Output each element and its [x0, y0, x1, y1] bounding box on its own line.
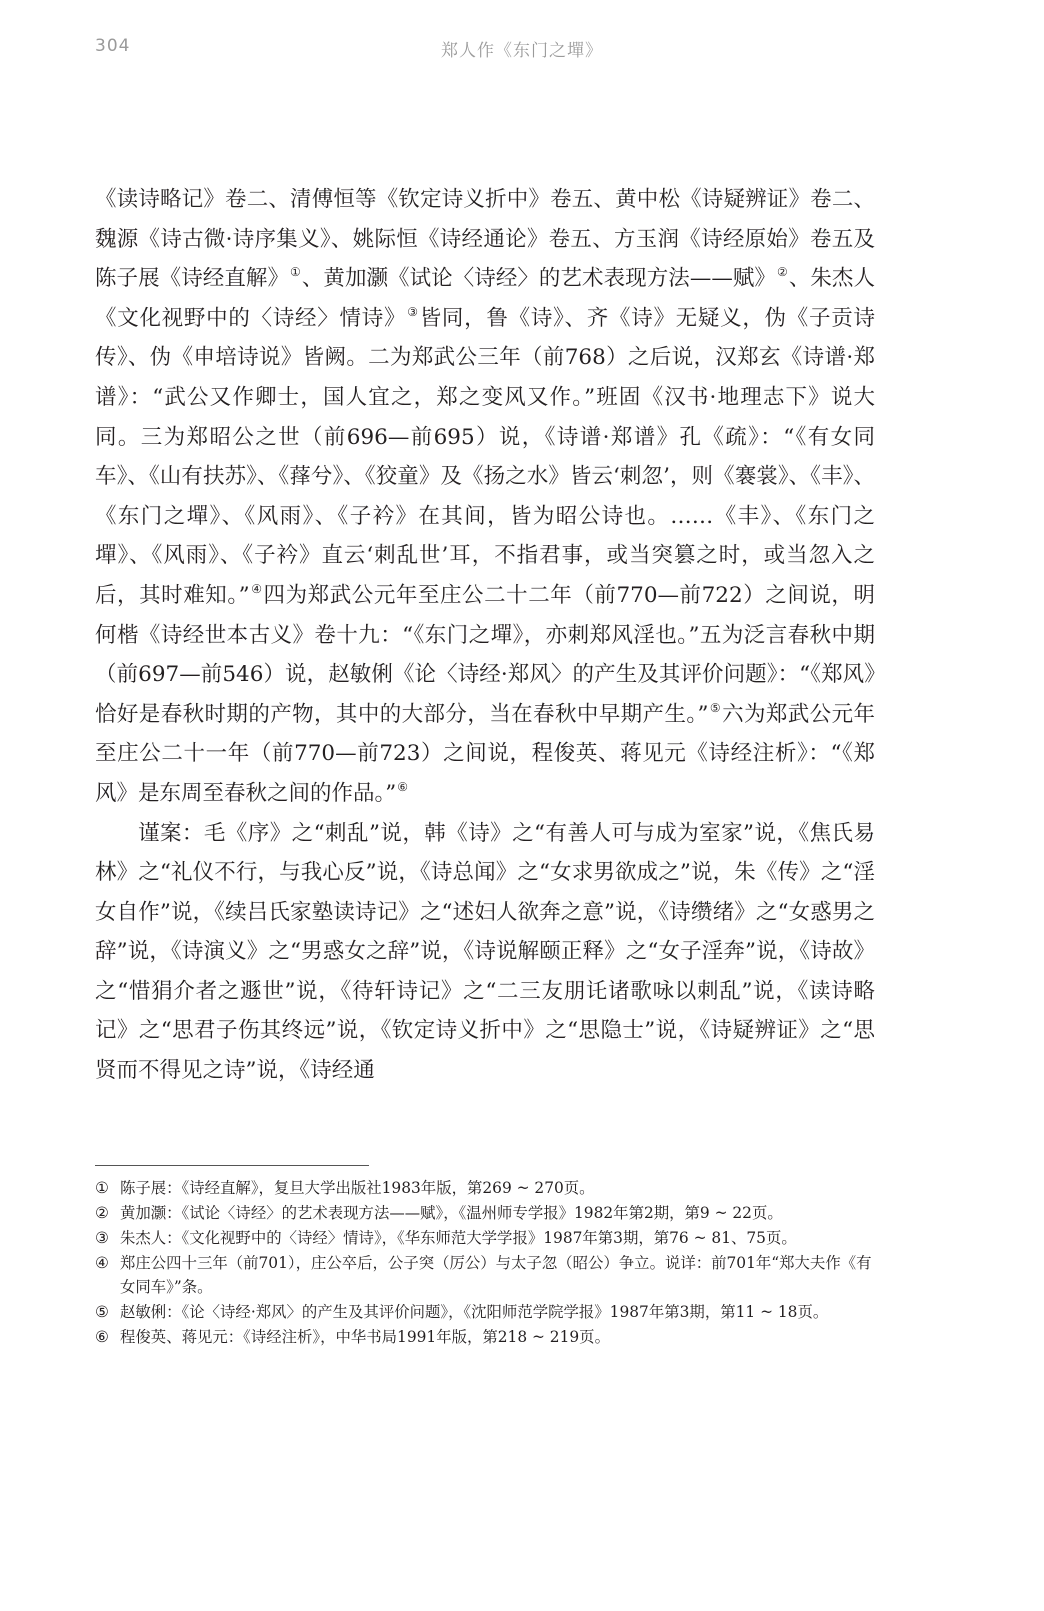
footnote-4	[95, 1252, 875, 1299]
footnote-mark: ②	[95, 1204, 109, 1222]
footnote-ref-3[interactable]: ③	[407, 304, 419, 319]
paragraph-1	[95, 180, 875, 814]
footnote-separator	[95, 1165, 369, 1166]
footnote-ref-1[interactable]: ①	[290, 265, 301, 280]
footnote-1	[95, 1177, 875, 1201]
footnote-mark: ⑥	[95, 1327, 109, 1346]
footnote-ref-6[interactable]: ⑥	[397, 779, 409, 794]
footnote-text: 程俊英、蒋见元：《诗经注析》，中华书局1991年版，第218 ~ 219页。	[120, 1327, 610, 1346]
text-run: 、黄加灏《试论〈诗经〉的艺术表现方法——赋》	[301, 266, 776, 292]
text-run: 六为郑武公元年至庄公二十一年（前770—前723）之间说，程俊英、蒋见元《诗经注析》：“《郑风》是东周至春秋之间的作品。”	[95, 701, 875, 806]
footnote-2	[95, 1202, 875, 1226]
body-text	[95, 180, 875, 1091]
footnote-mark: ⑤	[95, 1302, 109, 1321]
paragraph-2: 谨案：毛《序》之“刺乱”说，韩《诗》之“有善人可与成为室家”说，《焦氏易林》之“礼仪不行，与我心反”说，《诗总闻》之“女求男欲成之”说，朱《传》之“淫女自作”说，《续吕氏家塾读诗记》之“述妇人欲奔之意”说，《诗缵绪》之“女惑男之辞”说，《诗演义》之“男惑女之辞”说，《诗说解颐正释》之“女子淫奔”说，《诗故》之“惜狷介者之遯世”说，《待轩诗记》之“二三友朋讬诸歌咏以刺乱”说，《读诗略记》之“思君子伤其终远”说，《钦定诗义折中》之“思隐士”说，《诗疑辨证》之“思贤而不得见之诗”说，《诗经通	[95, 820, 875, 1084]
footnote-mark: ①	[95, 1179, 109, 1197]
footnote-6	[95, 1326, 875, 1350]
footnote-ref-5[interactable]: ⑤	[709, 700, 722, 715]
footnotes	[95, 1177, 875, 1351]
footnote-text: 黄加灏：《试论〈诗经〉的艺术表现方法——赋》，《温州师专学报》1982年第2期，第9 ~ 22页。	[120, 1204, 783, 1222]
page-header	[0, 36, 1044, 66]
footnote-text: 郑庄公四十三年（前701），庄公卒后，公子突（厉公）与太子忽（昭公）争立。说详：前701年“郑大夫作《有女同车》”条。	[120, 1254, 872, 1296]
running-title: 郑人作《东门之墠》	[441, 41, 603, 61]
footnote-5	[95, 1301, 875, 1325]
footnote-text: 朱杰人：《文化视野中的〈诗经〉情诗》，《华东师范大学学报》1987年第3期，第76 ~ 81、75页。	[120, 1229, 797, 1247]
footnote-ref-4[interactable]: ④	[250, 581, 263, 596]
footnote-mark: ④	[95, 1254, 109, 1272]
footnote-3	[95, 1227, 875, 1251]
footnote-mark: ③	[95, 1229, 109, 1247]
footnote-text: 陈子展：《诗经直解》，复旦大学出版社1983年版，第269 ~ 270页。	[120, 1179, 595, 1197]
text-run: 皆同，鲁《诗》、齐《诗》无疑义，伪《子贡诗传》、伪《申培诗说》皆阙。二为郑武公三年（前768）之后说，汉郑玄《诗谱·郑谱》：“武公又作卿士，国人宜之，郑之变风又作。”班固《汉书·地理志下》说大同。三为郑昭公之世（前696—前695）说，《诗谱·郑谱》孔《疏》：“《有女同车》、《山有扶苏》、《萚兮》、《狡童》及《扬之水》皆云‘刺忽’，则《褰裳》、《丰》、《东门之墠》、《风雨》、《子衿》在其间，皆为昭公诗也。……《丰》、《东门之墠》、《风雨》、《子衿》直云‘刺乱世’耳，不指君事，或当突篡之时，或当忽入之后，其时难知。”	[95, 305, 875, 608]
footnote-ref-2[interactable]: ②	[776, 265, 788, 280]
text-run: 《读诗略记》卷二、清傅恒等《钦定诗义折中》卷五、黄中松《诗疑辨证》卷二、魏源《诗古微·诗序集义》、姚际恒《诗经通论》卷五、方玉润《诗经原始》卷五及陈子展《诗经直解》	[95, 187, 875, 292]
text-run: 四为郑武公元年至庄公二十二年（前770—前722）之间说，明何楷《诗经世本古义》卷十九：“《东门之墠》，亦刺郑风淫也。”五为泛言春秋中期（前697—前546）说，赵敏俐《论〈诗经·郑风〉的产生及其评价问题》：“《郑风》恰好是春秋时期的产物，其中的大部分，当在春秋中早期产生。”	[95, 582, 875, 727]
text-run: 、朱杰人《文化视野中的〈诗经〉情诗》	[95, 266, 875, 331]
footnote-text: 赵敏俐：《论〈诗经·郑风〉的产生及其评价问题》，《沈阳师范学院学报》1987年第3期，第11 ~ 18页。	[120, 1302, 829, 1321]
page-number: 304	[95, 36, 131, 56]
